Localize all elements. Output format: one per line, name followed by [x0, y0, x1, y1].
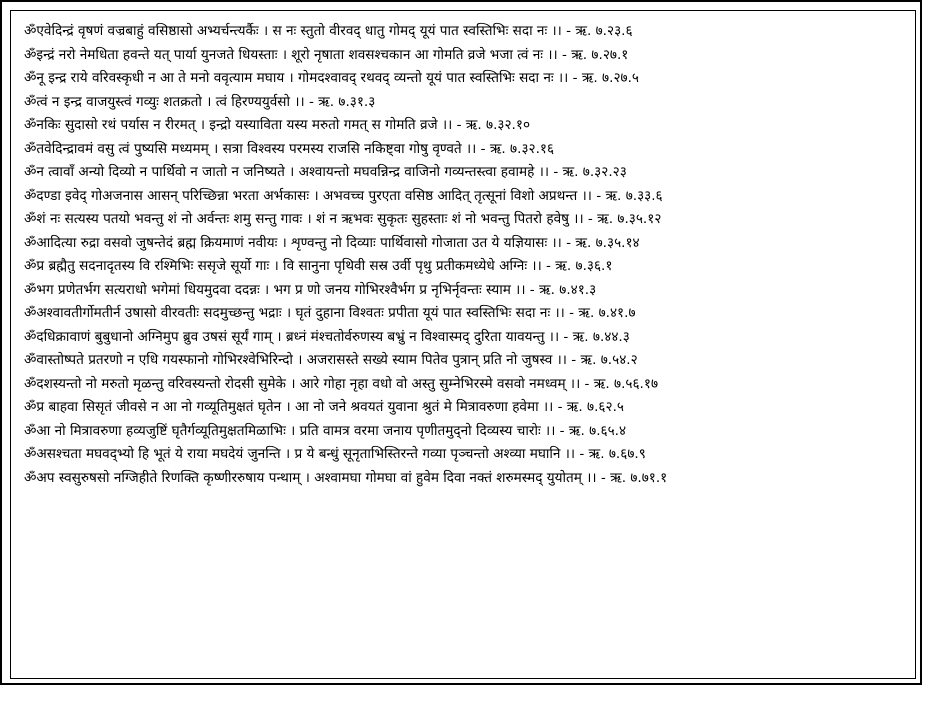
- verse-line: ॐनकिः सुदासो रथं पर्यास न रीरमत् । इन्द्रो यस्याविता यस्य मरुतो गमत् स गोमति व्रजे ।। - ऋ. ७.३२.१०: [24, 117, 531, 133]
- verse-line: ॐआ नो मित्रावरुणा हव्यजुष्टिं घृतैर्गव्यूतिमुक्षतमिळाभिः । प्रति वामत्र वरमा जनाय पृणीतमुद्नो दिव्यस्य चारोः ।। - ऋ. ७.६५.४: [24, 422, 627, 439]
- verse-line: ॐदधिक्रावाणं बुबुधानो अग्निमुप ब्रुव उषसं सूर्यं गाम् । ब्रध्नं मंश्चतोर्वरुणस्य बभ्रुं न विश्वास्मद् दुरिता यावयन्तु ।। - ऋ. ७.४४.३: [24, 328, 630, 345]
- verse-line: ॐप्र ब्रह्मैतु सदनादृतस्य वि रश्मिभिः ससृजे सूर्यो गाः । वि सानुना पृथिवी सस्र उर्वी पृथु प्रतीकमध्येधे अग्निः ।। - ऋ. ७.३६.१: [24, 258, 613, 274]
- inner-border: [10, 10, 916, 679]
- verse-line: ॐवास्तोष्पते प्रतरणो न एधि गयस्फानो गोभिरश्वेभिरिन्दो । अजरासस्ते सख्ये स्याम पितेव पुत्रान् प्रति नो जुषस्व ।। - ऋ. ७.५४.२: [24, 352, 638, 368]
- verse-line: ॐत्वं न इन्द्र वाजयुस्त्वं गव्युः शतक्रतो । त्वं हिरण्ययुर्वसो ।। - ऋ. ७.३१.३: [24, 93, 376, 110]
- verse-line: ॐअप स्वसुरुषसो नग्जिहीते रिणक्ति कृष्णीररुषाय पन्थाम् । अश्वामघा गोमघा वां हुवेम दिवा नक्तं शरुमस्मद् युयोतम् ।। - ऋ. ७.७१.१: [24, 469, 668, 486]
- verse-line: ॐप्र बाहवा सिसृतं जीवसे न आ नो गव्यूतिमुक्षतं घृतेन । आ नो जने श्रवयतं युवाना श्रुतं मे मित्रावरुणा हवेमा ।। - ऋ. ७.६२.५: [24, 399, 624, 415]
- verse-list: [24, 20, 910, 490]
- verse-line: ॐतवेदिन्द्रावमं वसु त्वं पुष्यसि मध्यमम् । सत्रा विश्वस्य परमस्य राजसि नकिष्ट्वा गोषु वृण्वते ।। - ऋ. ७.३२.१६: [24, 140, 555, 157]
- verse-line: ॐनू इन्द्र राये वरिवस्कृधी न आ ते मनो ववृत्याम मघाय । गोमदश्वावद् रथवद् व्यन्तो यूयं पात स्वस्तिभिः सदा नः ।। - ऋ. ७.२७.५: [24, 70, 639, 86]
- verse-line: ॐशं नः सत्यस्य पतयो भवन्तु शं नो अर्वन्तः शमु सन्तु गावः । शं न ऋभवः सुकृतः सुहस्ताः शं नो भवन्तु पितरो हवेषु ।। - ऋ. ७.३५.१२: [24, 211, 662, 227]
- verse-line: ॐअसश्चता मघवद्भ्यो हि भूतं ये राया मघदेयं जुनन्ति । प्र ये बन्धुं सूनृताभिस्तिरन्ते गव्या पृञ्चन्तो अश्व्या मघानि ।। - ऋ. ७.६७.९: [24, 446, 646, 462]
- verse-line: ॐभग प्रणेतर्भग सत्यराधो भगेमां धियमुदवा ददन्नः । भग प्र णो जनय गोभिरश्वैर्भग प्र नृभिर्नृवन्तः स्याम ।। - ऋ. ७.४१.३: [24, 281, 597, 298]
- verse-line: ॐदण्डा इवेद् गोअजनास आसन् परिच्छिन्ना भरता अर्भकासः । अभवच्च पुरएता वसिष्ठ आदित् तृत्सूनां विशो अप्रथन्त ।। - ऋ. ७.३३.६: [24, 187, 663, 204]
- verse-line: ॐआदित्या रुद्रा वसवो जुषन्तेदं ब्रह्म क्रियमाणं नवीयः । शृण्वन्तु नो दिव्याः पार्थिवासो गोजाता उत ये यज्ञियासः ।। - ऋ. ७.३५.१४: [24, 234, 640, 251]
- verse-line: ॐदशस्यन्तो नो मरुतो मृळन्तु वरिवस्यन्तो रोदसी सुमेके । आरे गोहा नृहा वधो वो अस्तु सुम्नेभिरस्मे वसवो नमध्वम् ।। - ऋ. ७.५६.१७: [24, 375, 659, 392]
- verse-line: ॐएवेदिन्द्रं वृषणं वज्रबाहुं वसिष्ठासो अभ्यर्चन्त्यर्कैः । स नः स्तुतो वीरवद् धातु गोमद् यूयं पात स्वस्तिभिः सदा नः ।। - ऋ. ७.२३.६: [24, 23, 633, 39]
- verse-line: ॐइन्द्रं नरो नेमधिता हवन्ते यत् पार्या युनजते धियस्ताः । शूरो नृषाता शवसश्चकान आ गोमति व्रजे भजा त्वं नः ।। - ऋ. ७.२७.१: [24, 46, 629, 63]
- verse-line: ॐअश्वावतीर्गोमतीर्न उषासो वीरवतीः सदमुच्छन्तु भद्राः । घृतं दुहाना विश्वतः प्रपीता यूयं पात स्वस्तिभिः सदा नः ।। - ऋ. ७.४१.७: [24, 305, 636, 321]
- verse-line: ॐन त्वावाँ अन्यो दिव्यो न पार्थिवो न जातो न जनिष्यते । अश्वायन्तो मघवन्निन्द्र वाजिनो गव्यन्तस्त्वा हवामहे ।। - ऋ. ७.३२.२३: [24, 164, 627, 180]
